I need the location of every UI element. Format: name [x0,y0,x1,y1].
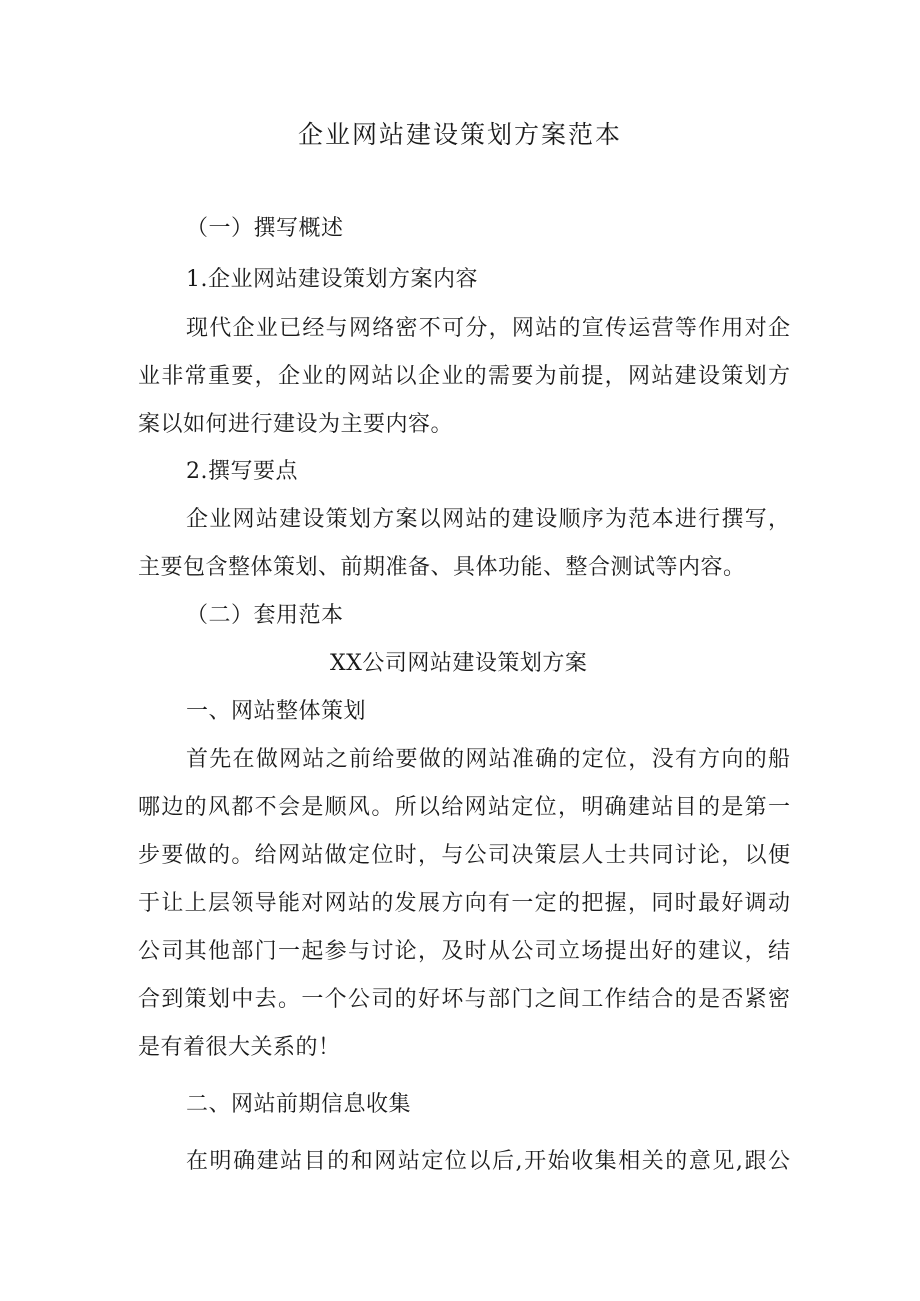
paragraph-line: 在明确建站目的和网站定位以后,开始收集相关的意见,跟公 [186,1149,790,1174]
paragraph-line: 企业网站建设策划方案以网站的建设顺序为范本进行撰写， [186,507,790,532]
paragraph-line: 是有着很大关系的！ [138,1035,341,1060]
paragraph-line: 案以如何进行建设为主要内容。 [138,412,454,437]
template-title: XX公司网站建设策划方案 [330,651,588,676]
part-heading-2: 二、网站前期信息收集 [186,1092,412,1117]
paragraph-line: 哪边的风都不会是顺风。所以给网站定位，明确建站目的是第一 [138,795,790,820]
section-heading-1: （一）撰写概述 [186,216,344,241]
paragraph-line: 合到策划中去。一个公司的好坏与部门之间工作结合的是否紧密 [138,987,790,1012]
item-heading-1: 1.企业网站建设策划方案内容 [186,267,478,292]
paragraph-line: 公司其他部门一起参与讨论，及时从公司立场提出好的建议，结 [138,939,790,964]
paragraph-line: 首先在做网站之前给要做的网站准确的定位，没有方向的船 [186,747,790,772]
section-heading-2: （二）套用范本 [186,603,344,628]
paragraph-line: 现代企业已经与网络密不可分，网站的宣传运营等作用对企 [186,316,790,341]
paragraph-line: 业非常重要，企业的网站以企业的需要为前提，网站建设策划方 [138,364,790,389]
paragraph-line: 步要做的。给网站做定位时，与公司决策层人士共同讨论，以便 [138,843,790,868]
paragraph-line: 主要包含整体策划、前期准备、具体功能、整合测试等内容。 [138,555,746,580]
item-heading-2: 2.撰写要点 [186,459,298,484]
document-title: 企业网站建设策划方案范本 [298,120,623,149]
part-heading-1: 一、网站整体策划 [186,699,367,724]
paragraph-line: 于让上层领导能对网站的发展方向有一定的把握，同时最好调动 [138,891,790,916]
